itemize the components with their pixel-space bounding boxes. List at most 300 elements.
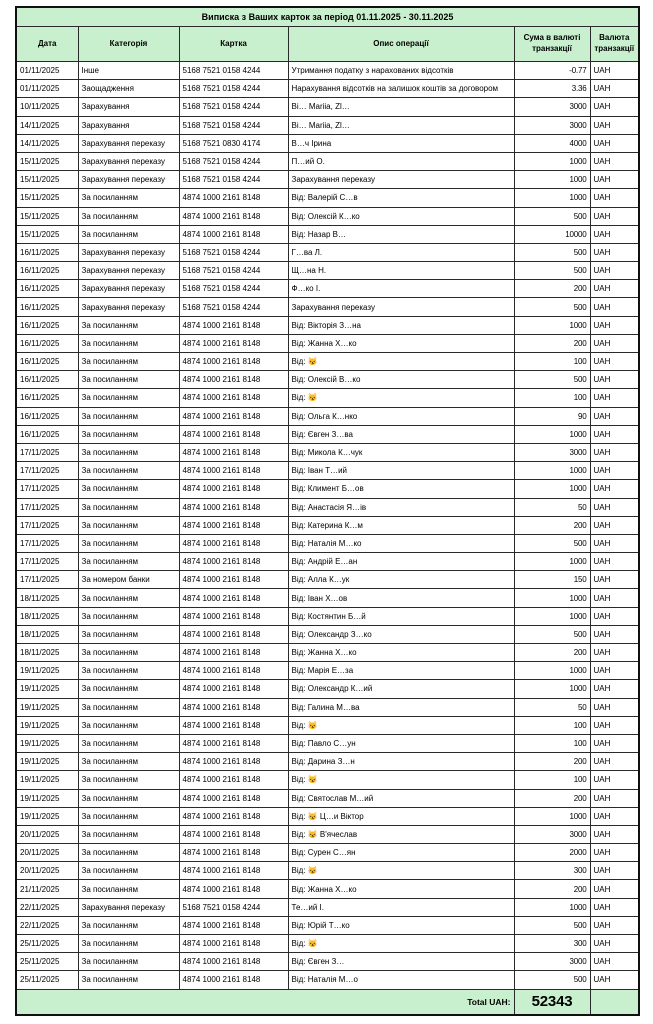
cell-description: Від: Наталія М…ко — [288, 534, 514, 552]
cell-currency: UAH — [590, 207, 639, 225]
cell-card: 4874 1000 2161 8148 — [179, 862, 288, 880]
table-row — [16, 971, 639, 989]
cell-date: 17/11/2025 — [16, 553, 78, 571]
table-row — [16, 534, 639, 552]
cell-card: 4874 1000 2161 8148 — [179, 644, 288, 662]
table-row — [16, 935, 639, 953]
cell-description: Від: Валерій С…в — [288, 189, 514, 207]
cell-date: 19/11/2025 — [16, 753, 78, 771]
table-row — [16, 116, 639, 134]
cell-description: Від: Жанна Х…ко — [288, 334, 514, 352]
cell-card: 4874 1000 2161 8148 — [179, 971, 288, 989]
cell-description: П…ий О. — [288, 152, 514, 170]
cell-card: 4874 1000 2161 8148 — [179, 534, 288, 552]
cell-currency: UAH — [590, 825, 639, 843]
cell-date: 16/11/2025 — [16, 407, 78, 425]
cell-category: За посиланням — [78, 771, 179, 789]
cell-amount: 1000 — [514, 316, 590, 334]
cell-category: За посиланням — [78, 480, 179, 498]
cell-date: 22/11/2025 — [16, 898, 78, 916]
cell-currency: UAH — [590, 80, 639, 98]
cell-category: За посиланням — [78, 807, 179, 825]
cell-currency: UAH — [590, 662, 639, 680]
cell-amount: 1000 — [514, 553, 590, 571]
cell-category: За посиланням — [78, 662, 179, 680]
table-row — [16, 425, 639, 443]
table-row — [16, 298, 639, 316]
cell-card: 4874 1000 2161 8148 — [179, 698, 288, 716]
cell-amount: 90 — [514, 407, 590, 425]
cell-currency: UAH — [590, 698, 639, 716]
cell-currency: UAH — [590, 425, 639, 443]
cell-date: 15/11/2025 — [16, 189, 78, 207]
cell-category: За посиланням — [78, 498, 179, 516]
cell-date: 01/11/2025 — [16, 62, 78, 80]
table-row — [16, 443, 639, 461]
cell-description: Зарахування переказу — [288, 298, 514, 316]
cell-amount: 1000 — [514, 480, 590, 498]
cell-category: За посиланням — [78, 443, 179, 461]
cell-category: За посиланням — [78, 844, 179, 862]
cell-category: За посиланням — [78, 971, 179, 989]
cell-amount: 300 — [514, 935, 590, 953]
cell-card: 4874 1000 2161 8148 — [179, 662, 288, 680]
cell-description: Від: 😼 — [288, 862, 514, 880]
cell-description: Від: 😼 Ц…и Віктор — [288, 807, 514, 825]
table-row — [16, 134, 639, 152]
total-row — [16, 989, 639, 1015]
cell-date: 15/11/2025 — [16, 152, 78, 170]
cell-amount: 1000 — [514, 152, 590, 170]
cell-amount: 200 — [514, 516, 590, 534]
table-row — [16, 716, 639, 734]
cell-date: 19/11/2025 — [16, 680, 78, 698]
table-row — [16, 171, 639, 189]
cell-category: За посиланням — [78, 680, 179, 698]
cell-currency: UAH — [590, 880, 639, 898]
cell-description: Від: Олексій В…ко — [288, 371, 514, 389]
cell-card: 4874 1000 2161 8148 — [179, 316, 288, 334]
cell-amount: 1000 — [514, 171, 590, 189]
cell-description: Від: Олександр З…ко — [288, 625, 514, 643]
table-row — [16, 916, 639, 934]
cell-card: 4874 1000 2161 8148 — [179, 880, 288, 898]
cell-category: За посиланням — [78, 389, 179, 407]
cell-date: 16/11/2025 — [16, 280, 78, 298]
cell-description: Ві… Mariia, Zl… — [288, 116, 514, 134]
cell-description: Від: 😼 — [288, 353, 514, 371]
cell-card: 4874 1000 2161 8148 — [179, 207, 288, 225]
cell-date: 16/11/2025 — [16, 316, 78, 334]
cell-category: За посиланням — [78, 407, 179, 425]
cell-amount: 100 — [514, 716, 590, 734]
cell-amount: 50 — [514, 698, 590, 716]
cell-category: Зарахування переказу — [78, 298, 179, 316]
cell-date: 19/11/2025 — [16, 734, 78, 752]
cell-description: Від: Наталія М…о — [288, 971, 514, 989]
cell-card: 4874 1000 2161 8148 — [179, 771, 288, 789]
cell-card: 5168 7521 0158 4244 — [179, 98, 288, 116]
cell-category: Зарахування переказу — [78, 262, 179, 280]
cell-description: Ві… Mariia, Zl… — [288, 98, 514, 116]
cell-card: 4874 1000 2161 8148 — [179, 807, 288, 825]
cell-card: 4874 1000 2161 8148 — [179, 607, 288, 625]
cell-amount: 200 — [514, 789, 590, 807]
cell-date: 14/11/2025 — [16, 116, 78, 134]
cell-description: Від: Марія Е…за — [288, 662, 514, 680]
cell-category: За посиланням — [78, 553, 179, 571]
table-row — [16, 553, 639, 571]
cell-amount: 4000 — [514, 134, 590, 152]
cell-date: 22/11/2025 — [16, 916, 78, 934]
cell-category: За посиланням — [78, 316, 179, 334]
cell-date: 25/11/2025 — [16, 971, 78, 989]
cell-description: Від: Сурен С…ян — [288, 844, 514, 862]
cell-date: 18/11/2025 — [16, 589, 78, 607]
cell-card: 4874 1000 2161 8148 — [179, 825, 288, 843]
cell-category: За посиланням — [78, 734, 179, 752]
cell-description: Від: Жанна Х…ко — [288, 644, 514, 662]
cell-description: Від: Іван Т…ий — [288, 462, 514, 480]
cell-currency: UAH — [590, 862, 639, 880]
cell-card: 4874 1000 2161 8148 — [179, 571, 288, 589]
cell-amount: 100 — [514, 734, 590, 752]
table-row — [16, 880, 639, 898]
table-row — [16, 316, 639, 334]
cell-description: Те…ий І. — [288, 898, 514, 916]
cell-currency: UAH — [590, 916, 639, 934]
table-row — [16, 262, 639, 280]
table-row — [16, 462, 639, 480]
cell-description: Від: Іван Х…ов — [288, 589, 514, 607]
cell-date: 17/11/2025 — [16, 516, 78, 534]
cell-description: Від: 😼 — [288, 935, 514, 953]
column-header-category: Категорія — [78, 27, 179, 62]
table-row — [16, 771, 639, 789]
cell-amount: 500 — [514, 298, 590, 316]
table-row — [16, 80, 639, 98]
table-row — [16, 371, 639, 389]
cell-amount: 3000 — [514, 953, 590, 971]
cell-date: 15/11/2025 — [16, 225, 78, 243]
cell-card: 5168 7521 0158 4244 — [179, 243, 288, 261]
cell-amount: 200 — [514, 644, 590, 662]
cell-description: Від: Галина М…ва — [288, 698, 514, 716]
cell-category: За посиланням — [78, 862, 179, 880]
cell-amount: 1000 — [514, 662, 590, 680]
cell-currency: UAH — [590, 316, 639, 334]
cell-card: 5168 7521 0158 4244 — [179, 152, 288, 170]
cell-card: 4874 1000 2161 8148 — [179, 953, 288, 971]
cell-currency: UAH — [590, 789, 639, 807]
cell-amount: 1000 — [514, 680, 590, 698]
cell-date: 18/11/2025 — [16, 644, 78, 662]
cell-currency: UAH — [590, 243, 639, 261]
cell-category: Зарахування переказу — [78, 243, 179, 261]
cell-date: 17/11/2025 — [16, 534, 78, 552]
cell-amount: 1000 — [514, 189, 590, 207]
table-row — [16, 953, 639, 971]
table-row — [16, 680, 639, 698]
cell-currency: UAH — [590, 62, 639, 80]
cell-card: 4874 1000 2161 8148 — [179, 371, 288, 389]
cell-card: 4874 1000 2161 8148 — [179, 716, 288, 734]
cell-amount: 1000 — [514, 898, 590, 916]
cell-card: 5168 7521 0158 4244 — [179, 80, 288, 98]
cell-amount: 500 — [514, 371, 590, 389]
cell-date: 19/11/2025 — [16, 789, 78, 807]
cell-category: Зарахування переказу — [78, 134, 179, 152]
cell-category: За посиланням — [78, 189, 179, 207]
cell-category: За посиланням — [78, 789, 179, 807]
cell-card: 4874 1000 2161 8148 — [179, 553, 288, 571]
cell-date: 19/11/2025 — [16, 716, 78, 734]
cell-description: Від: Олексій К…ко — [288, 207, 514, 225]
cell-card: 4874 1000 2161 8148 — [179, 916, 288, 934]
cell-currency: UAH — [590, 152, 639, 170]
cell-amount: 500 — [514, 262, 590, 280]
cell-category: Зарахування — [78, 116, 179, 134]
cell-description: Від: Микола К…чук — [288, 443, 514, 461]
cell-amount: 1000 — [514, 607, 590, 625]
cell-amount: 10000 — [514, 225, 590, 243]
cell-date: 15/11/2025 — [16, 171, 78, 189]
table-row — [16, 334, 639, 352]
cell-category: За посиланням — [78, 334, 179, 352]
table-row — [16, 243, 639, 261]
cell-description: Від: Жанна Х…ко — [288, 880, 514, 898]
cell-currency: UAH — [590, 262, 639, 280]
column-header-row — [16, 27, 639, 62]
cell-description: Від: Ольга К…нко — [288, 407, 514, 425]
cell-currency: UAH — [590, 898, 639, 916]
cell-date: 25/11/2025 — [16, 935, 78, 953]
cell-description: Від: 😼 В'ячеслав — [288, 825, 514, 843]
cell-date: 19/11/2025 — [16, 662, 78, 680]
cell-category: За посиланням — [78, 371, 179, 389]
cell-category: За посиланням — [78, 607, 179, 625]
cell-card: 4874 1000 2161 8148 — [179, 353, 288, 371]
cell-category: Інше — [78, 62, 179, 80]
cell-category: За посиланням — [78, 880, 179, 898]
cell-description: Від: Дарина З…н — [288, 753, 514, 771]
table-row — [16, 225, 639, 243]
cell-card: 4874 1000 2161 8148 — [179, 935, 288, 953]
cell-amount: -0.77 — [514, 62, 590, 80]
cell-description: Від: 😼 — [288, 389, 514, 407]
table-row — [16, 662, 639, 680]
cell-date: 16/11/2025 — [16, 425, 78, 443]
cell-description: Утримання податку з нарахованих відсотків — [288, 62, 514, 80]
cell-category: Зарахування — [78, 98, 179, 116]
cell-amount: 3.36 — [514, 80, 590, 98]
cell-date: 14/11/2025 — [16, 134, 78, 152]
cell-card: 4874 1000 2161 8148 — [179, 498, 288, 516]
cell-card: 5168 7521 0158 4244 — [179, 280, 288, 298]
total-value: 52343 — [514, 989, 590, 1015]
cell-category: Заощадження — [78, 80, 179, 98]
cell-category: За посиланням — [78, 953, 179, 971]
cell-amount: 200 — [514, 880, 590, 898]
cell-currency: UAH — [590, 171, 639, 189]
cell-description: Від: Анастасія Я…ів — [288, 498, 514, 516]
cell-date: 19/11/2025 — [16, 771, 78, 789]
cell-date: 16/11/2025 — [16, 334, 78, 352]
cell-amount: 500 — [514, 207, 590, 225]
table-row — [16, 189, 639, 207]
cell-card: 4874 1000 2161 8148 — [179, 189, 288, 207]
cell-currency: UAH — [590, 516, 639, 534]
column-header-description: Опис операції — [288, 27, 514, 62]
cell-category: За посиланням — [78, 625, 179, 643]
table-row — [16, 898, 639, 916]
cell-date: 20/11/2025 — [16, 862, 78, 880]
cell-amount: 500 — [514, 243, 590, 261]
table-row — [16, 516, 639, 534]
column-header-currency: Валюта транзакції — [590, 27, 639, 62]
cell-card: 4874 1000 2161 8148 — [179, 462, 288, 480]
cell-card: 4874 1000 2161 8148 — [179, 443, 288, 461]
cell-amount: 1000 — [514, 462, 590, 480]
cell-currency: UAH — [590, 644, 639, 662]
table-row — [16, 62, 639, 80]
cell-description: Від: Назар В… — [288, 225, 514, 243]
cell-category: Зарахування переказу — [78, 898, 179, 916]
cell-currency: UAH — [590, 98, 639, 116]
cell-description: Від: 😼 — [288, 716, 514, 734]
cell-description: Від: Святослав М…ий — [288, 789, 514, 807]
cell-date: 16/11/2025 — [16, 371, 78, 389]
cell-card: 4874 1000 2161 8148 — [179, 680, 288, 698]
table-row — [16, 607, 639, 625]
cell-card: 4874 1000 2161 8148 — [179, 789, 288, 807]
cell-amount: 500 — [514, 916, 590, 934]
cell-date: 17/11/2025 — [16, 571, 78, 589]
cell-card: 4874 1000 2161 8148 — [179, 589, 288, 607]
cell-currency: UAH — [590, 371, 639, 389]
cell-date: 21/11/2025 — [16, 880, 78, 898]
cell-date: 16/11/2025 — [16, 262, 78, 280]
cell-card: 4874 1000 2161 8148 — [179, 225, 288, 243]
table-row — [16, 644, 639, 662]
cell-card: 5168 7521 0158 4244 — [179, 116, 288, 134]
cell-currency: UAH — [590, 534, 639, 552]
cell-card: 4874 1000 2161 8148 — [179, 625, 288, 643]
cell-card: 4874 1000 2161 8148 — [179, 334, 288, 352]
cell-amount: 200 — [514, 280, 590, 298]
cell-category: За посиланням — [78, 462, 179, 480]
table-row — [16, 353, 639, 371]
cell-currency: UAH — [590, 553, 639, 571]
cell-date: 10/11/2025 — [16, 98, 78, 116]
cell-card: 4874 1000 2161 8148 — [179, 389, 288, 407]
cell-description: Від: Катерина К…м — [288, 516, 514, 534]
cell-category: Зарахування переказу — [78, 280, 179, 298]
table-row — [16, 589, 639, 607]
cell-date: 16/11/2025 — [16, 353, 78, 371]
table-row — [16, 753, 639, 771]
cell-date: 19/11/2025 — [16, 807, 78, 825]
cell-category: За посиланням — [78, 225, 179, 243]
cell-description: Від: Юрій Т…ко — [288, 916, 514, 934]
cell-currency: UAH — [590, 680, 639, 698]
cell-amount: 2000 — [514, 844, 590, 862]
cell-card: 5168 7521 0158 4244 — [179, 898, 288, 916]
cell-description: Від: Павло С…ун — [288, 734, 514, 752]
cell-card: 5168 7521 0158 4244 — [179, 171, 288, 189]
cell-amount: 50 — [514, 498, 590, 516]
cell-currency: UAH — [590, 116, 639, 134]
cell-currency: UAH — [590, 462, 639, 480]
statement-title: Виписка з Ваших карток за період 01.11.2025 - 30.11.2025 — [16, 7, 639, 27]
cell-category: За посиланням — [78, 425, 179, 443]
cell-card: 4874 1000 2161 8148 — [179, 753, 288, 771]
cell-date: 25/11/2025 — [16, 953, 78, 971]
total-label: Total UAH: — [16, 989, 514, 1015]
cell-amount: 200 — [514, 334, 590, 352]
cell-amount: 100 — [514, 771, 590, 789]
cell-amount: 1000 — [514, 589, 590, 607]
cell-amount: 300 — [514, 862, 590, 880]
cell-category: За посиланням — [78, 916, 179, 934]
cell-date: 15/11/2025 — [16, 207, 78, 225]
cell-amount: 100 — [514, 389, 590, 407]
cell-card: 4874 1000 2161 8148 — [179, 734, 288, 752]
cell-currency: UAH — [590, 771, 639, 789]
table-row — [16, 625, 639, 643]
cell-currency: UAH — [590, 280, 639, 298]
cell-currency: UAH — [590, 571, 639, 589]
cell-description: Від: Вікторія З…на — [288, 316, 514, 334]
cell-currency: UAH — [590, 389, 639, 407]
table-row — [16, 862, 639, 880]
cell-card: 4874 1000 2161 8148 — [179, 516, 288, 534]
cell-amount: 3000 — [514, 98, 590, 116]
cell-card: 4874 1000 2161 8148 — [179, 480, 288, 498]
cell-description: Від: Олександр К…ий — [288, 680, 514, 698]
cell-currency: UAH — [590, 589, 639, 607]
table-row — [16, 407, 639, 425]
cell-amount: 3000 — [514, 443, 590, 461]
table-row — [16, 280, 639, 298]
cell-category: За посиланням — [78, 534, 179, 552]
cell-amount: 200 — [514, 753, 590, 771]
cell-amount: 100 — [514, 353, 590, 371]
column-header-card: Картка — [179, 27, 288, 62]
table-row — [16, 98, 639, 116]
cell-category: За посиланням — [78, 716, 179, 734]
cell-description: Ф…ко І. — [288, 280, 514, 298]
cell-card: 5168 7521 0830 4174 — [179, 134, 288, 152]
cell-currency: UAH — [590, 189, 639, 207]
cell-category: Зарахування переказу — [78, 152, 179, 170]
table-row — [16, 734, 639, 752]
cell-currency: UAH — [590, 953, 639, 971]
cell-currency: UAH — [590, 607, 639, 625]
cell-description: Від: Климент Б…ов — [288, 480, 514, 498]
table-row — [16, 807, 639, 825]
cell-currency: UAH — [590, 407, 639, 425]
cell-amount: 3000 — [514, 116, 590, 134]
cell-category: Зарахування переказу — [78, 171, 179, 189]
cell-currency: UAH — [590, 298, 639, 316]
statement-title-row — [16, 7, 639, 27]
cell-date: 17/11/2025 — [16, 480, 78, 498]
cell-currency: UAH — [590, 134, 639, 152]
table-row — [16, 844, 639, 862]
table-row — [16, 825, 639, 843]
cell-amount: 3000 — [514, 825, 590, 843]
